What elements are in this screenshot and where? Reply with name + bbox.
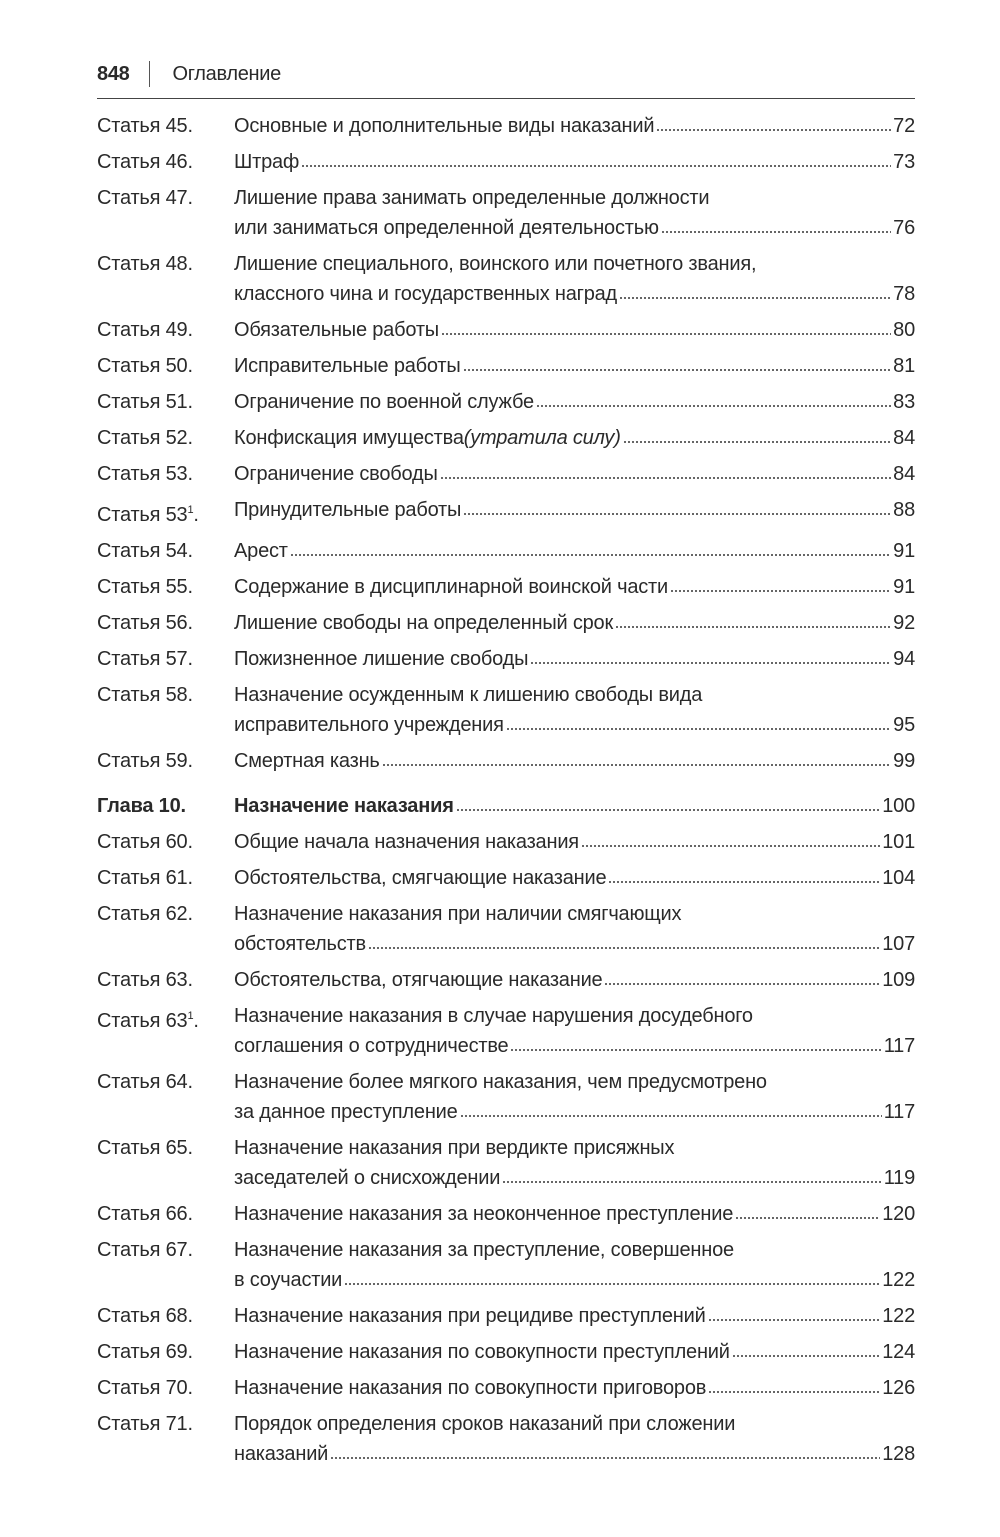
page-ref: 122 bbox=[882, 1305, 915, 1327]
title-line bbox=[234, 746, 915, 776]
entry-title bbox=[234, 1133, 915, 1193]
entry-title bbox=[234, 1337, 915, 1367]
page-ref: 99 bbox=[893, 750, 915, 772]
toc-entry[interactable] bbox=[97, 863, 915, 899]
dot-leader bbox=[330, 1454, 880, 1460]
entry-label bbox=[97, 315, 234, 345]
entry-label-text: Статья 47. bbox=[97, 187, 193, 209]
title-line bbox=[234, 495, 915, 525]
entry-label bbox=[97, 147, 234, 177]
title-text: или заниматься определенной деятельностью bbox=[234, 217, 659, 239]
entry-label-text: Статья 53. bbox=[97, 463, 193, 485]
entry-title bbox=[234, 1373, 915, 1403]
title-line bbox=[234, 965, 915, 995]
title-text: Лишение специального, воинского или почетного звания, bbox=[234, 253, 757, 275]
title-text: Назначение наказания по совокупности приговоров bbox=[234, 1377, 707, 1399]
entry-title bbox=[234, 1409, 915, 1469]
entry-label bbox=[97, 791, 234, 821]
title-text: Штраф bbox=[234, 151, 300, 173]
toc-entry[interactable] bbox=[97, 147, 915, 183]
toc-entry[interactable] bbox=[97, 1409, 915, 1475]
title-line bbox=[234, 1199, 915, 1229]
page-ref: 120 bbox=[882, 1203, 915, 1225]
entry-label-text: Статья 60. bbox=[97, 831, 193, 853]
title-text: Смертная казнь bbox=[234, 750, 380, 772]
title-text: Лишение права занимать определенные должности bbox=[234, 187, 710, 209]
entry-title bbox=[234, 791, 915, 821]
entry-label-text: Статья 63. bbox=[97, 969, 193, 991]
entry-label-text: Статья 71. bbox=[97, 1413, 193, 1435]
entry-title bbox=[234, 899, 915, 959]
toc-entry[interactable] bbox=[97, 1067, 915, 1133]
page-ref: 76 bbox=[893, 217, 915, 239]
entry-label-text: Статья 52. bbox=[97, 427, 193, 449]
page-ref: 91 bbox=[893, 540, 915, 562]
entry-title bbox=[234, 1301, 915, 1331]
dot-leader bbox=[536, 402, 891, 408]
page-ref: 128 bbox=[882, 1443, 915, 1465]
page-ref: 84 bbox=[893, 463, 915, 485]
entry-label bbox=[97, 1409, 234, 1469]
toc-entry[interactable] bbox=[97, 572, 915, 608]
title-text: Арест bbox=[234, 540, 288, 562]
entry-title bbox=[234, 680, 915, 740]
page-ref: 94 bbox=[893, 648, 915, 670]
running-header bbox=[97, 58, 915, 90]
entry-title bbox=[234, 1199, 915, 1229]
title-text: Принудительные работы bbox=[234, 499, 462, 521]
entry-label bbox=[97, 1337, 234, 1367]
title-text: исправительного учреждения bbox=[234, 714, 504, 736]
entry-label-text: Статья 58. bbox=[97, 684, 193, 706]
page-ref: 124 bbox=[882, 1341, 915, 1363]
page-ref: 101 bbox=[882, 831, 915, 853]
entry-label bbox=[97, 183, 234, 243]
entry-label bbox=[97, 965, 234, 995]
dot-leader bbox=[460, 1112, 882, 1118]
page-ref: 117 bbox=[883, 1035, 915, 1057]
title-line bbox=[234, 929, 915, 959]
title-text: Ограничение свободы bbox=[234, 463, 438, 485]
superscript: 1 bbox=[187, 504, 194, 516]
title-line bbox=[234, 572, 915, 602]
dot-leader bbox=[463, 366, 892, 372]
title-text: Пожизненное лишение свободы bbox=[234, 648, 529, 670]
title-line bbox=[234, 279, 915, 309]
entry-label bbox=[97, 536, 234, 566]
title-line bbox=[234, 315, 915, 345]
entry-label-text: Статья 53 bbox=[97, 504, 188, 526]
entry-label bbox=[97, 495, 234, 530]
entry-title bbox=[234, 863, 915, 893]
dot-leader bbox=[615, 623, 891, 629]
page-ref: 119 bbox=[883, 1167, 915, 1189]
title-line bbox=[234, 351, 915, 381]
superscript: 1 bbox=[187, 1010, 194, 1022]
page-ref: 91 bbox=[893, 576, 915, 598]
dot-leader bbox=[619, 294, 891, 300]
title-text: обстоятельств bbox=[234, 933, 366, 955]
page-ref: 95 bbox=[893, 714, 915, 736]
toc-entry[interactable] bbox=[97, 608, 915, 644]
entry-label bbox=[97, 1301, 234, 1331]
title-text: Исправительные работы bbox=[234, 355, 461, 377]
table-of-contents bbox=[97, 111, 915, 1475]
toc-entry[interactable] bbox=[97, 1199, 915, 1235]
title-text: Назначение наказания при рецидиве преступлений bbox=[234, 1305, 706, 1327]
title-line bbox=[234, 1439, 915, 1469]
entry-label bbox=[97, 249, 234, 309]
title-line bbox=[234, 680, 915, 710]
entry-title bbox=[234, 965, 915, 995]
page-ref: 72 bbox=[893, 115, 915, 137]
dot-leader bbox=[510, 1046, 881, 1052]
page-number: 848 bbox=[97, 62, 130, 85]
entry-title bbox=[234, 183, 915, 243]
title-text: классного чина и государственных наград bbox=[234, 283, 618, 305]
title-line bbox=[234, 710, 915, 740]
title-text: Общие начала назначения наказания bbox=[234, 831, 579, 853]
header-divider bbox=[149, 61, 150, 87]
title-line bbox=[234, 791, 915, 821]
header-rule bbox=[97, 98, 915, 99]
page-ref: 109 bbox=[882, 969, 915, 991]
title-text: Ограничение по военной службе bbox=[234, 391, 534, 413]
title-text: Конфискация имущества bbox=[234, 427, 464, 449]
title-line bbox=[234, 387, 915, 417]
toc-entry[interactable] bbox=[97, 1133, 915, 1199]
entry-title bbox=[234, 1001, 915, 1061]
title-line bbox=[234, 644, 915, 674]
title-line bbox=[234, 827, 915, 857]
entry-label-text: Статья 48. bbox=[97, 253, 193, 275]
title-line bbox=[234, 863, 915, 893]
entry-label-text: Статья 63 bbox=[97, 1010, 188, 1032]
toc-entry[interactable] bbox=[97, 1301, 915, 1337]
title-text: Назначение более мягкого наказания, чем предусмотрено bbox=[234, 1071, 767, 1093]
page-ref: 81 bbox=[893, 355, 915, 377]
entry-title bbox=[234, 147, 915, 177]
title-line bbox=[234, 183, 915, 213]
toc-entry[interactable] bbox=[97, 827, 915, 863]
dot-leader bbox=[656, 126, 891, 132]
entry-label bbox=[97, 680, 234, 740]
entry-label bbox=[97, 351, 234, 381]
dot-leader bbox=[581, 842, 880, 848]
title-line bbox=[234, 423, 915, 453]
label-suffix: . bbox=[193, 504, 199, 526]
toc-entry[interactable] bbox=[97, 1373, 915, 1409]
title-line bbox=[234, 1265, 915, 1295]
entry-label-text: Статья 46. bbox=[97, 151, 193, 173]
dot-leader bbox=[604, 980, 880, 986]
title-line bbox=[234, 1235, 915, 1265]
page-ref: 126 bbox=[882, 1377, 915, 1399]
title-line bbox=[234, 459, 915, 489]
entry-title bbox=[234, 423, 915, 453]
entry-label bbox=[97, 1133, 234, 1193]
toc-entry[interactable] bbox=[97, 249, 915, 315]
title-text: Назначение наказания за преступление, совершенное bbox=[234, 1239, 734, 1261]
dot-leader bbox=[530, 659, 891, 665]
title-text: Назначение наказания bbox=[234, 795, 454, 817]
entry-label-text: Статья 45. bbox=[97, 115, 193, 137]
title-line bbox=[234, 1301, 915, 1331]
entry-label-text: Статья 64. bbox=[97, 1071, 193, 1093]
dot-leader bbox=[344, 1280, 880, 1286]
entry-title bbox=[234, 536, 915, 566]
toc-entry[interactable] bbox=[97, 899, 915, 965]
toc-entry[interactable] bbox=[97, 459, 915, 495]
page-ref: 107 bbox=[882, 933, 915, 955]
title-line bbox=[234, 899, 915, 929]
title-text: соглашения о сотрудничестве bbox=[234, 1035, 509, 1057]
entry-label bbox=[97, 827, 234, 857]
dot-leader bbox=[301, 162, 891, 168]
entry-label bbox=[97, 1001, 234, 1061]
title-text: Порядок определения сроков наказаний при сложении bbox=[234, 1413, 736, 1435]
entry-label-text: Статья 59. bbox=[97, 750, 193, 772]
entry-title bbox=[234, 572, 915, 602]
toc-entry[interactable] bbox=[97, 315, 915, 351]
dot-leader bbox=[463, 510, 891, 516]
entry-label-text: Статья 57. bbox=[97, 648, 193, 670]
title-line bbox=[234, 536, 915, 566]
entry-label bbox=[97, 459, 234, 489]
title-line bbox=[234, 1163, 915, 1193]
entry-title bbox=[234, 111, 915, 141]
dot-leader bbox=[670, 587, 891, 593]
title-text: Обстоятельства, отягчающие наказание bbox=[234, 969, 603, 991]
toc-entry[interactable] bbox=[97, 536, 915, 572]
title-line bbox=[234, 111, 915, 141]
entry-label-text: Статья 65. bbox=[97, 1137, 193, 1159]
title-text: в соучастии bbox=[234, 1269, 343, 1291]
page-ref: 122 bbox=[882, 1269, 915, 1291]
entry-label-text: Статья 62. bbox=[97, 903, 193, 925]
entry-label-text: Статья 51. bbox=[97, 391, 193, 413]
title-line bbox=[234, 1373, 915, 1403]
dot-leader bbox=[502, 1178, 882, 1184]
page-ref: 104 bbox=[882, 867, 915, 889]
toc-entry[interactable] bbox=[97, 183, 915, 249]
toc-entry[interactable] bbox=[97, 387, 915, 423]
toc-entry[interactable] bbox=[97, 495, 915, 536]
page-ref: 84 bbox=[893, 427, 915, 449]
entry-title bbox=[234, 351, 915, 381]
section-title: Оглавление bbox=[172, 62, 281, 85]
title-text: Назначение осужденным к лишению свободы вида bbox=[234, 684, 703, 706]
entry-title bbox=[234, 249, 915, 309]
entry-title bbox=[234, 495, 915, 530]
title-text: наказаний bbox=[234, 1443, 329, 1465]
entry-label-text: Статья 50. bbox=[97, 355, 193, 377]
toc-entry[interactable] bbox=[97, 423, 915, 459]
entry-label-text: Статья 69. bbox=[97, 1341, 193, 1363]
toc-entry[interactable] bbox=[97, 644, 915, 680]
entry-label bbox=[97, 387, 234, 417]
dot-leader bbox=[608, 878, 880, 884]
dot-leader bbox=[708, 1316, 881, 1322]
title-line bbox=[234, 249, 915, 279]
entry-label bbox=[97, 899, 234, 959]
entry-label-text: Статья 67. bbox=[97, 1239, 193, 1261]
dot-leader bbox=[735, 1214, 880, 1220]
label-suffix: . bbox=[193, 1010, 199, 1032]
title-line bbox=[234, 1067, 915, 1097]
entry-title bbox=[234, 387, 915, 417]
title-text: Содержание в дисциплинарной воинской части bbox=[234, 576, 668, 598]
entry-label bbox=[97, 1235, 234, 1295]
title-line bbox=[234, 608, 915, 638]
entry-title bbox=[234, 459, 915, 489]
toc-entry[interactable] bbox=[97, 1001, 915, 1067]
page-ref: 80 bbox=[893, 319, 915, 341]
entry-title bbox=[234, 644, 915, 674]
title-text: Назначение наказания по совокупности преступлений bbox=[234, 1341, 730, 1363]
entry-label-text: Статья 54. bbox=[97, 540, 193, 562]
entry-title bbox=[234, 1067, 915, 1127]
page-ref: 117 bbox=[883, 1101, 915, 1123]
dot-leader bbox=[368, 944, 880, 950]
title-text: Назначение наказания при вердикте присяжных bbox=[234, 1137, 675, 1159]
title-text: за данное преступление bbox=[234, 1101, 458, 1123]
entry-title bbox=[234, 608, 915, 638]
entry-title bbox=[234, 1235, 915, 1295]
entry-label bbox=[97, 746, 234, 776]
title-text: заседателей о снисхождении bbox=[234, 1167, 501, 1189]
toc-entry[interactable] bbox=[97, 746, 915, 782]
entry-label bbox=[97, 111, 234, 141]
dot-leader bbox=[708, 1388, 880, 1394]
toc-entry[interactable] bbox=[97, 680, 915, 746]
page-ref: 88 bbox=[893, 499, 915, 521]
entry-label-text: Статья 55. bbox=[97, 576, 193, 598]
entry-label-text: Статья 66. bbox=[97, 1203, 193, 1225]
title-text: Основные и дополнительные виды наказаний bbox=[234, 115, 655, 137]
title-line bbox=[234, 213, 915, 243]
page-ref: 92 bbox=[893, 612, 915, 634]
dot-leader bbox=[440, 474, 891, 480]
title-line bbox=[234, 147, 915, 177]
entry-title bbox=[234, 746, 915, 776]
dot-leader bbox=[623, 438, 891, 444]
toc-entry[interactable] bbox=[97, 111, 915, 147]
entry-label-text: Статья 68. bbox=[97, 1305, 193, 1327]
title-text: Обязательные работы bbox=[234, 319, 439, 341]
page-ref: 100 bbox=[882, 795, 915, 817]
entry-label bbox=[97, 1199, 234, 1229]
page-ref: 73 bbox=[893, 151, 915, 173]
dot-leader bbox=[290, 551, 891, 557]
title-line bbox=[234, 1409, 915, 1439]
entry-label bbox=[97, 863, 234, 893]
title-text: Назначение наказания в случае нарушения досудебного bbox=[234, 1005, 753, 1027]
toc-chapter[interactable] bbox=[97, 782, 915, 827]
entry-label bbox=[97, 644, 234, 674]
page-ref: 83 bbox=[893, 391, 915, 413]
dot-leader bbox=[441, 330, 891, 336]
toc-entry[interactable] bbox=[97, 1235, 915, 1301]
title-line bbox=[234, 1097, 915, 1127]
title-line bbox=[234, 1133, 915, 1163]
title-line bbox=[234, 1001, 915, 1031]
entry-label-text: Глава 10. bbox=[97, 795, 186, 817]
title-text: Назначение наказания за неоконченное преступление bbox=[234, 1203, 734, 1225]
title-text: Назначение наказания при наличии смягчающих bbox=[234, 903, 682, 925]
dot-leader bbox=[732, 1352, 880, 1358]
dot-leader bbox=[382, 761, 892, 767]
entry-label-text: Статья 70. bbox=[97, 1377, 193, 1399]
toc-entry[interactable] bbox=[97, 351, 915, 387]
entry-label-text: Статья 56. bbox=[97, 612, 193, 634]
title-line bbox=[234, 1031, 915, 1061]
title-text: Обстоятельства, смягчающие наказание bbox=[234, 867, 607, 889]
entry-label-text: Статья 49. bbox=[97, 319, 193, 341]
entry-title bbox=[234, 827, 915, 857]
dot-leader bbox=[456, 806, 881, 812]
entry-label-text: Статья 61. bbox=[97, 867, 193, 889]
title-line bbox=[234, 1337, 915, 1367]
entry-label bbox=[97, 572, 234, 602]
entry-title bbox=[234, 315, 915, 345]
toc-entry[interactable] bbox=[97, 965, 915, 1001]
entry-label bbox=[97, 423, 234, 453]
entry-label bbox=[97, 1067, 234, 1127]
page-ref: 78 bbox=[893, 283, 915, 305]
dot-leader bbox=[506, 725, 891, 731]
title-text: Лишение свободы на определенный срок bbox=[234, 612, 614, 634]
toc-entry[interactable] bbox=[97, 1337, 915, 1373]
repealed-note: (утратила силу) bbox=[463, 427, 621, 449]
entry-label bbox=[97, 608, 234, 638]
entry-label bbox=[97, 1373, 234, 1403]
dot-leader bbox=[661, 228, 891, 234]
